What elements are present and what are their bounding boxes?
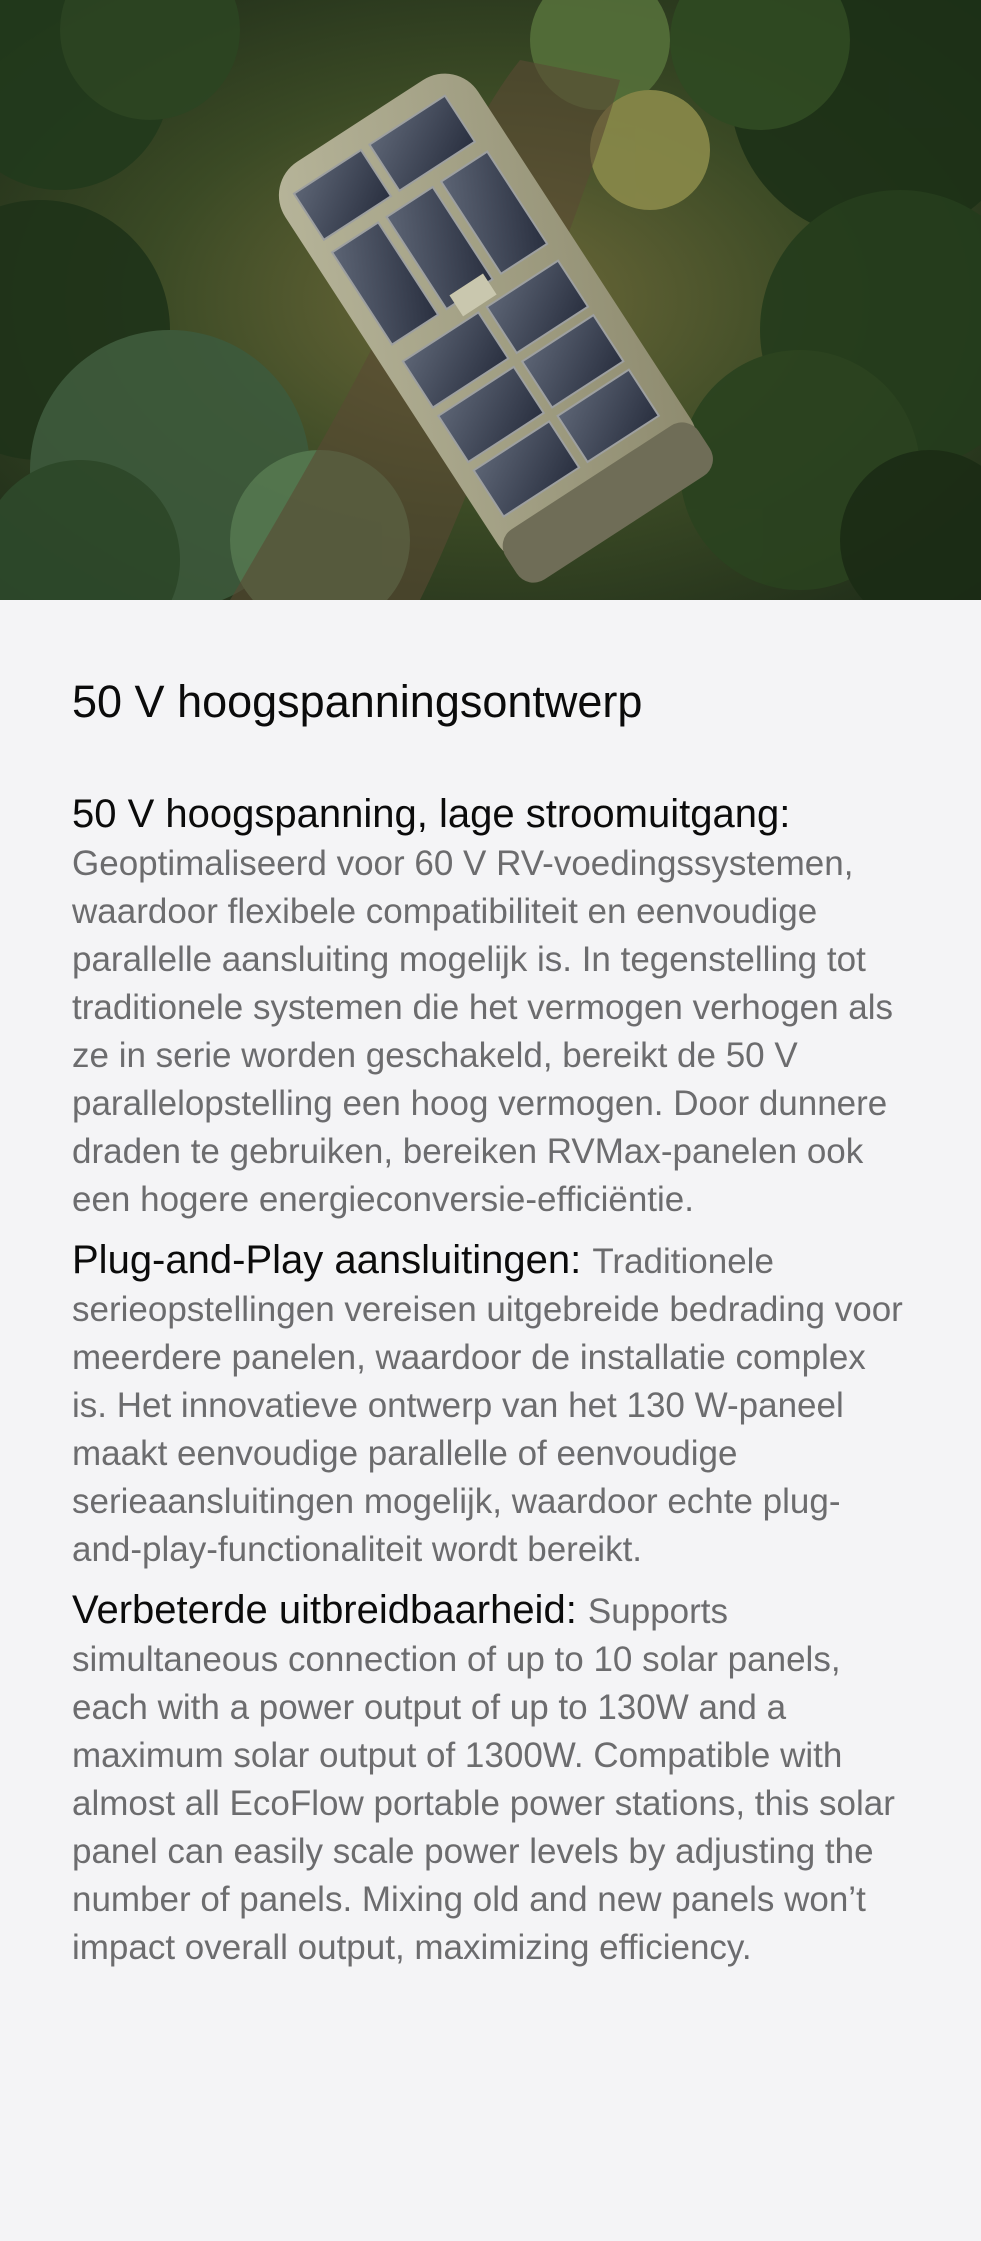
feature-text: Geoptimaliseerd voor 60 V RV-voedingssystemen, waardoor flexibele compatibiliteit en eenvoudige parallelle aansluiting mogelijk is. In tegenstelling tot traditionele systemen die het vermogen verhogen als ze in serie worden geschakeld, bereikt de 50 V parallelopstelling een hoog vermogen. Door dunnere draden te gebruiken, bereiken RVMax-panelen ook een hogere energieconversie-efficiëntie. (72, 844, 894, 1219)
feature-label: Verbeterde uitbreidbaarheid: (72, 1588, 588, 1632)
content-section (0, 600, 981, 1972)
feature-label: Plug-and-Play aansluitingen: (72, 1238, 593, 1282)
section-title: 50 V hoogspanningsontwerp (72, 676, 643, 727)
feature-text: Traditionele serieopstellingen vereisen uitgebreide bedrading voor meerdere panelen, waardoor de installatie complex is. Het innovatieve ontwerp van het 130 W-paneel maakt eenvoudige parallelle of eenvoudige serieaansluitingen mogelijk, waardoor echte plug-and-play-functionaliteit wordt bereikt. (72, 1242, 903, 1569)
hero-image (0, 0, 981, 600)
feature-text: Supports simultaneous connection of up to 10 solar panels, each with a power output of up to 130W and a maximum solar output of 1300W. Compatible with almost all EcoFlow portable power stations, this solar panel can easily scale power levels by adjusting the number of panels. Mixing old and new panels won’t impact overall output, maximizing efficiency. (72, 1592, 895, 1967)
feature-high-voltage (72, 790, 909, 1224)
feature-expandability (72, 1586, 909, 1972)
feature-plug-and-play (72, 1236, 909, 1574)
feature-label: 50 V hoogspanning, lage stroomuitgang: (72, 792, 791, 836)
rv-with-solar-panels-photo (0, 0, 981, 600)
